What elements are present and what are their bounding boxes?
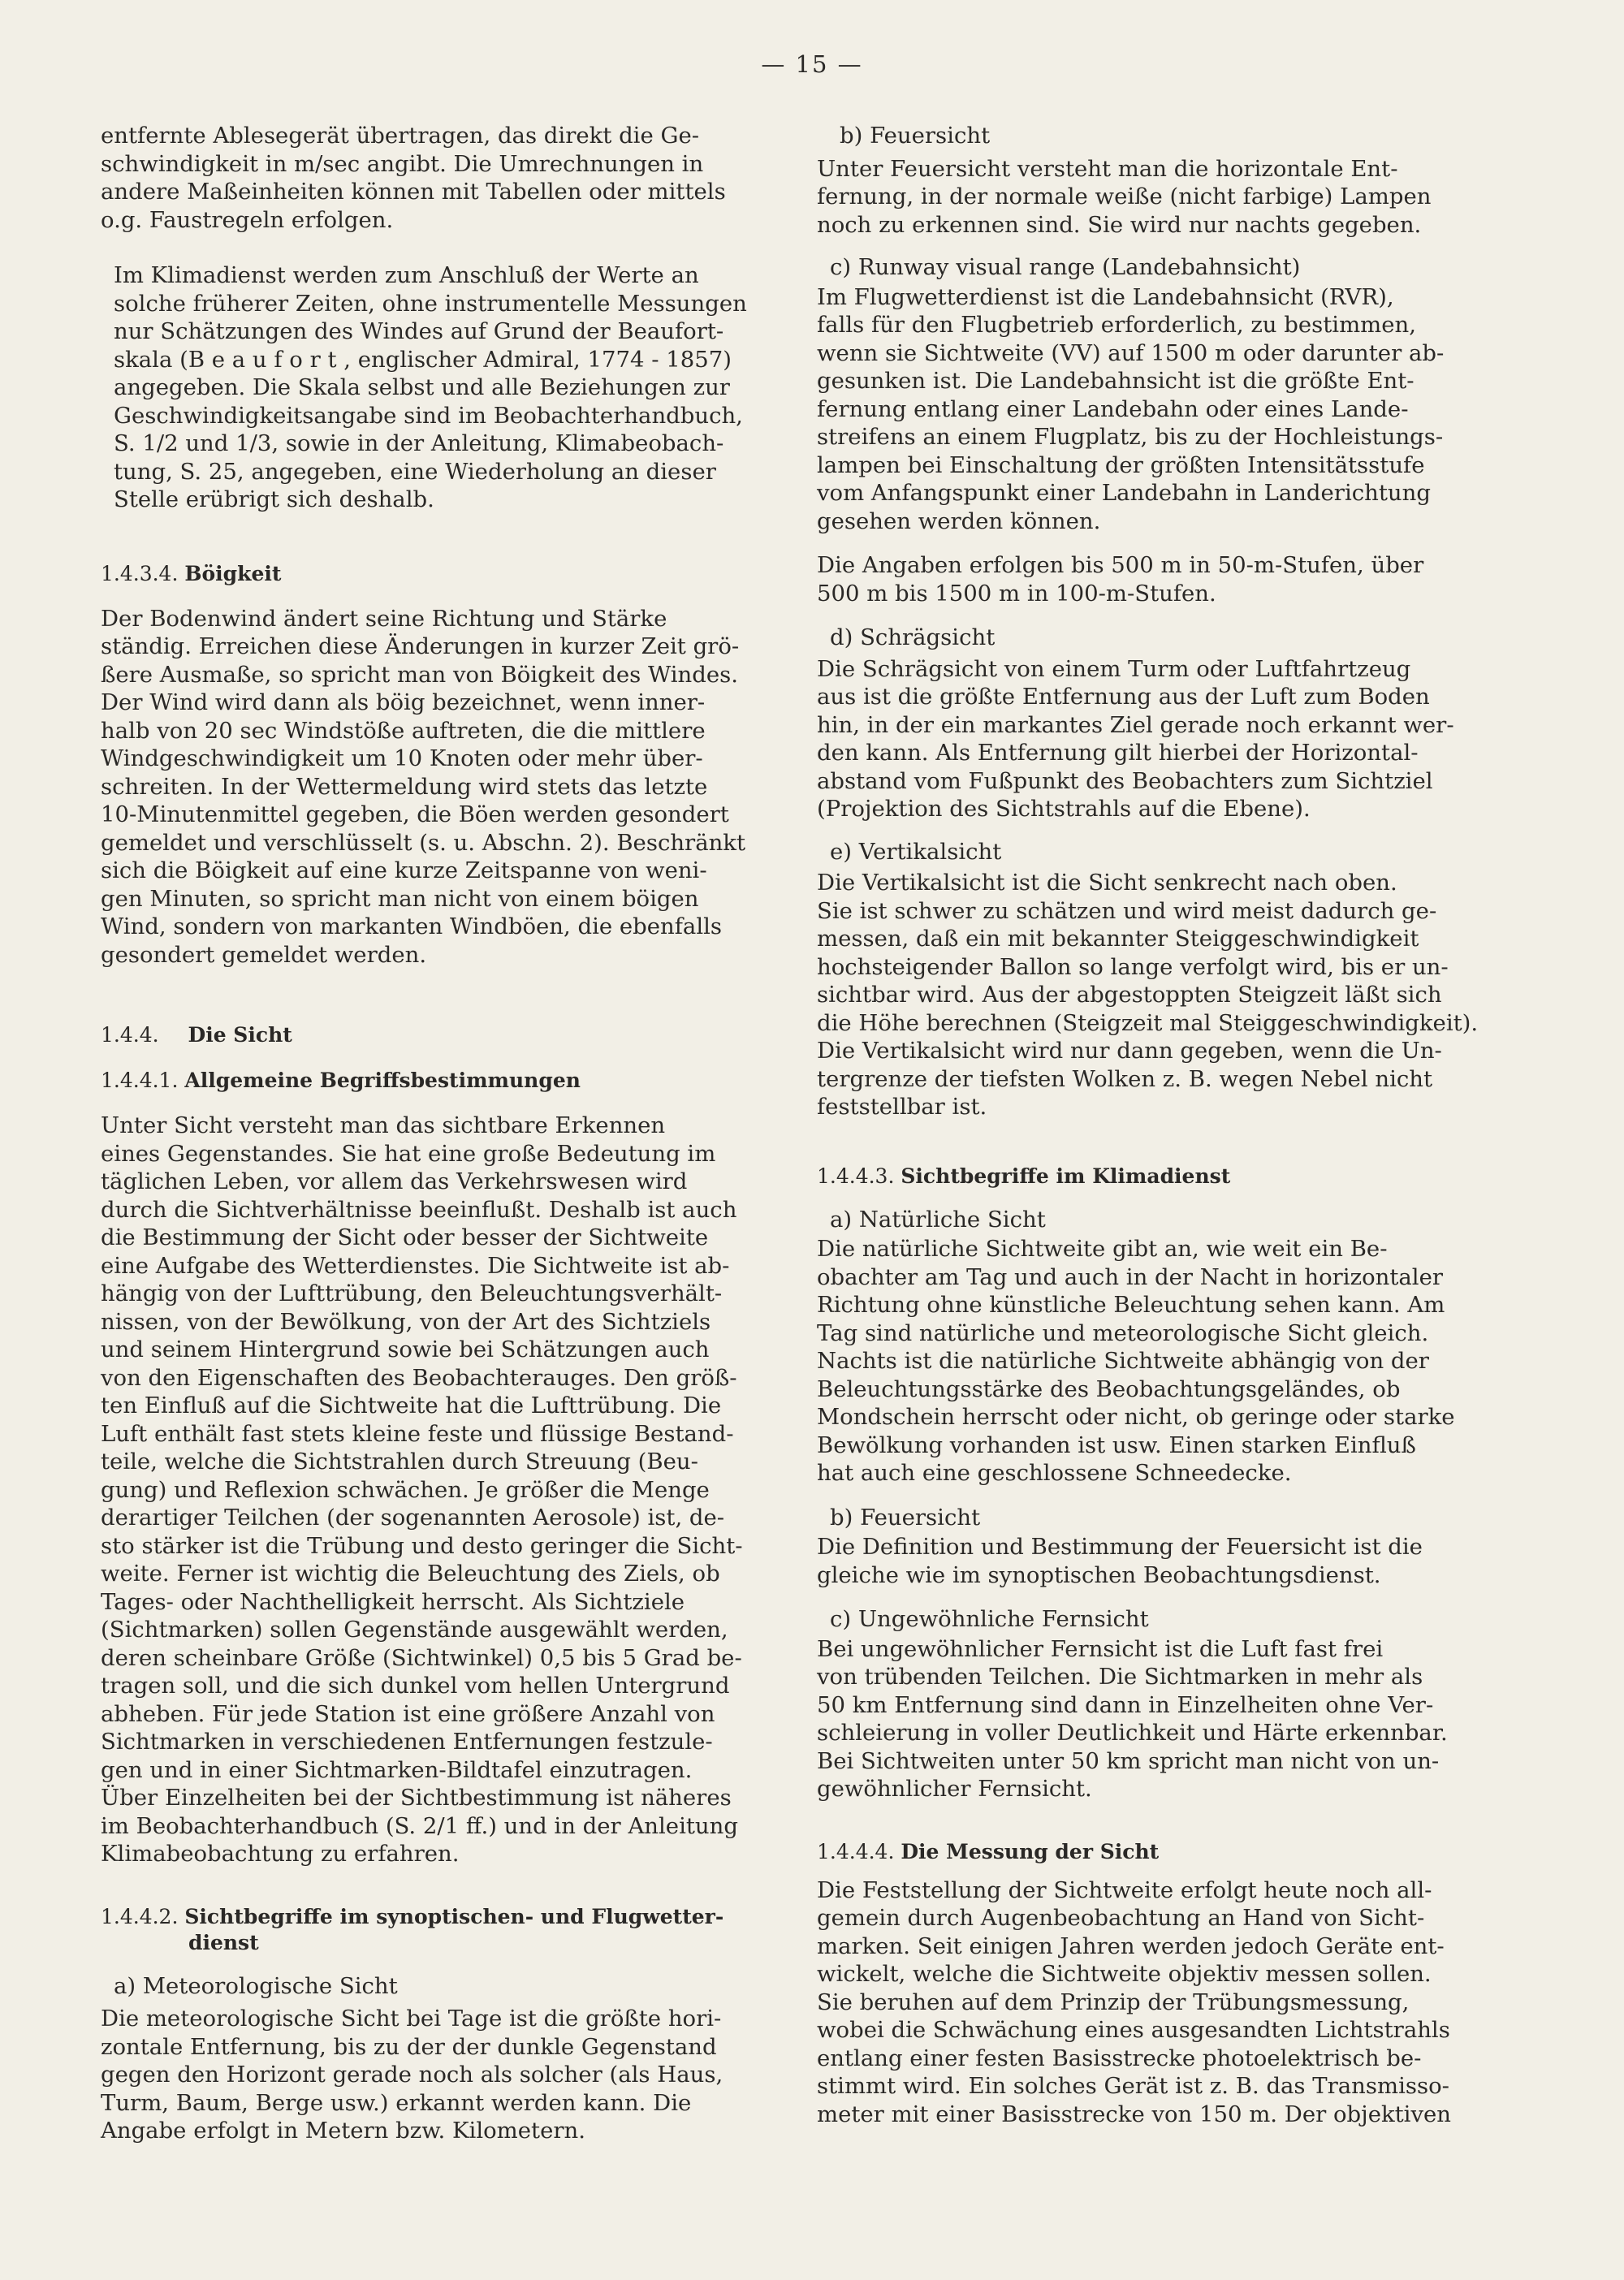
paragraph: Unter Feuersicht versteht man die horizontale Ent- fernung, in der normale weiße (nicht farbige) Lampen noch zu erkennen sind. Sie wird nur nachts gegeben.: [817, 155, 1432, 238]
subheading: a) Meteorologische Sicht: [114, 1972, 398, 1999]
paragraph: entfernte Ablesegerät übertragen, das direkt die Ge- schwindigkeit in m/sec angibt. Die Umrechnungen in andere Maßeinheiten können mit Tabellen oder mittels o.g. Faustregeln erfolgen.: [101, 123, 726, 233]
paragraph: Der Bodenwind ändert seine Richtung und Stärke ständig. Erreichen diese Änderungen in kurzer Zeit grö- ßere Ausmaße, so spricht man von Böigkeit des Windes. Der Wind wird dann als böig bezeichnet, wenn inner- halb von 20 sec Windstöße auftreten, die die mittlere Windgeschwindigkeit um 10 Knoten oder mehr über- schreiten. In der Wettermeldung wird stets das letzte 10-Minutenmittel gegeben, die Böen werden gesondert gemeldet und verschlüsselt (s. u. Abschn. 2). Beschränkt sich die Böigkeit auf eine kurze Zeitspanne von weni- gen Minuten, so spricht man nicht von einem böigen Wind, sondern von markanten Windböen, die ebenfalls gesondert gemeldet werden.: [101, 605, 746, 968]
paragraph: Die Feststellung der Sichtweite erfolgt heute noch all- gemein durch Augenbeobachtung an Hand von Sicht- marken. Seit einigen Jahren werden jedoch Geräte ent- wickelt, welche die Sichtweite objektiv messen sollen. Sie beruhen auf dem Prinzip der Trübungsmessung, wobei die Schwächung eines ausgesandten Lichtstrahls entlang einer festen Basisstrecke photoelektrisch be- stimmt wird. Ein solches Gerät ist z. B. das Transmisso- meter mit einer Basisstrecke von 150 m. Der objektiven: [817, 1876, 1451, 2127]
page-number: — 15 —: [761, 50, 863, 78]
paragraph: Im Klimadienst werden zum Anschluß der Werte an solche früherer Zeiten, ohne instrumentelle Messungen nur Schätzungen des Windes auf Grund der Beaufort- skala (B e a u f o r t , englischer Admiral, 1774 - 1857) angegeben. Die Skala selbst und alle Beziehungen zur Geschwindigkeitsangabe sind im Beobachterhandbuch, S. 1/2 und 1/3, sowie in der Anleitung, Klimabeobach- tung, S. 25, angegeben, eine Wiederholung an dieser Stelle erübrigt sich deshalb.: [114, 262, 747, 512]
section-number: 1.4.4.3.: [817, 1164, 895, 1188]
paragraph: Bei ungewöhnlicher Fernsicht ist die Luft fast frei von trübenden Teilchen. Die Sichtmarken in mehr als 50 km Entfernung sind dann in Einzelheiten ohne Ver- schleierung in voller Deutlichkeit und Härte erkennbar. Bei Sichtweiten unter 50 km spricht man nicht von un- gewöhnlicher Fernsicht.: [817, 1635, 1448, 1802]
section-number: 1.4.4.4.: [817, 1839, 895, 1863]
section-title-continued: dienst: [188, 1930, 259, 1954]
section-heading: [817, 1164, 1494, 1190]
paragraph: Die Schrägsicht von einem Turm oder Luftfahrtzeug aus ist die größte Entfernung aus der Luft zum Boden hin, in der ein markantes Ziel gerade noch erkannt wer- den kann. Als Entfernung gilt hierbei der Horizontal- abstand vom Fußpunkt des Beobachters zum Sichtziel (Projektion des Sichtstrahls auf die Ebene).: [817, 655, 1454, 822]
section-number: 1.4.3.4.: [101, 561, 179, 585]
section-number: 1.4.4.1.: [101, 1069, 179, 1092]
section-heading: [101, 1022, 778, 1048]
subheading: e) Vertikalsicht: [830, 838, 1002, 865]
section-number: 1.4.4.2.: [101, 1904, 179, 1928]
section-heading: [101, 561, 778, 587]
paragraph: Die natürliche Sichtweite gibt an, wie weit ein Be- obachter am Tag und auch in der Nacht in horizontaler Richtung ohne künstliche Beleuchtung sehen kann. Am Tag sind natürliche und meteorologische Sicht gleich. Nachts ist die natürliche Sichtweite abhängig von der Beleuchtungsstärke des Beobachtungsgeländes, ob Mondschein herrscht oder nicht, ob geringe oder starke Bewölkung vorhanden ist usw. Einen starken Einfluß hat auch eine geschlossene Schneedecke.: [817, 1236, 1455, 1486]
subheading: d) Schrägsicht: [830, 624, 996, 650]
section-heading: [101, 1904, 778, 1956]
right-column: [817, 122, 1494, 2128]
subheading: b) Feuersicht: [830, 1504, 981, 1531]
subheading: c) Runway visual range (Landebahnsicht): [830, 254, 1301, 280]
subheading: c) Ungewöhnliche Fernsicht: [830, 1606, 1149, 1632]
section-number: 1.4.4.: [101, 1023, 159, 1047]
paragraph: Im Flugwetterdienst ist die Landebahnsicht (RVR), falls für den Flugbetrieb erforderlich, zu bestimmen, wenn sie Sichtweite (VV) auf 1500 m oder darunter ab- gesunken ist. Die Landebahnsicht ist die größte Ent- fernung entlang einer Landebahn oder eines Lande- streifens an einem Flugplatz, bis zu der Hochleistungs- lampen bei Einschaltung der größten Intensitätsstufe vom Anfangspunkt einer Landebahn in Landerichtung gesehen werden können.: [817, 283, 1445, 534]
section-heading: [101, 1068, 778, 1094]
section-title: Die Messung der Sicht: [901, 1839, 1160, 1863]
paragraph: Die Vertikalsicht ist die Sicht senkrecht nach oben. Sie ist schwer zu schätzen und wird meist dadurch ge- messen, daß ein mit bekannter Steiggeschwindigkeit hochsteigender Ballon so lange verfolgt wird, bis er un- sichtbar wird. Aus der abgestoppten Steigzeit läßt sich die Höhe berechnen (Steigzeit mal Steiggeschwindigkeit). Die Vertikalsicht wird nur dann gegeben, wenn die Un- tergrenze der tiefsten Wolken z. B. wegen Nebel nicht feststellbar ist.: [817, 870, 1479, 1120]
subheading: b) Feuersicht: [840, 123, 991, 149]
section-title: Böigkeit: [184, 561, 282, 585]
subheading: a) Natürliche Sicht: [830, 1206, 1046, 1233]
paragraph: Die Angaben erfolgen bis 500 m in 50-m-Stufen, über 500 m bis 1500 m in 100-m-Stufen.: [817, 552, 1424, 607]
section-heading: [817, 1839, 1494, 1865]
section-title: Sichtbegriffe im Klimadienst: [901, 1164, 1231, 1188]
section-title: Allgemeine Begriffsbestimmungen: [184, 1069, 581, 1092]
section-title: Die Sicht: [188, 1023, 292, 1047]
paragraph: Die Definition und Bestimmung der Feuersicht ist die gleiche wie im synoptischen Beobachtungsdienst.: [817, 1534, 1423, 1588]
paragraph: Die meteorologische Sicht bei Tage ist die größte hori- zontale Entfernung, bis zu der der dunkle Gegenstand gegen den Horizont gerade noch als solcher (als Haus, Turm, Baum, Berge usw.) erkannt werden kann. Die Angabe erfolgt in Metern bzw. Kilometern.: [101, 2006, 723, 2144]
left-column: [101, 122, 778, 2145]
paragraph: Unter Sicht versteht man das sichtbare Erkennen eines Gegenstandes. Sie hat eine große Bedeutung im täglichen Leben, vor allem das Verkehrswesen wird durch die Sichtverhältnisse beeinflußt. Deshalb ist auch die Bestimmung der Sicht oder besser der Sichtweite eine Aufgabe des Wetterdienstes. Die Sichtweite ist ab- hängig von der Lufttrübung, den Beleuchtungsverhält- nissen, von der Bewölkung, von der Art des Sichtziels und seinem Hintergrund sowie bei Schätzungen auch von den Eigenschaften des Beobachterauges. Den größ- ten Einfluß auf die Sichtweite hat die Lufttrübung. Die Luft enthält fast stets kleine feste und flüssige Bestand- teile, welche die Sichtstrahlen durch Streuung (Beu- gung) und Reflexion schwächen. Je größer die Menge derartiger Teilchen (der sogenannten Aerosole) ist, de- sto stärker ist die Trübung und desto geringer die Sicht- weite. Ferner ist wichtig die Beleuchtung des Ziels, ob Tages- oder Nachthelligkeit herrscht. Als Sichtziele (Sichtmarken) sollen Gegenstände ausgewählt werden, deren scheinbare Größe (Sichtwinkel) 0,5 bis 5 Grad be- tragen soll, und die sich dunkel vom hellen Untergrund abheben. Für jede Station ist eine größere Anzahl von Sichtmarken in verschiedenen Entfernungen festzule- gen und in einer Sichtmarken-Bildtafel einzutragen. Über Einzelheiten bei der Sichtbestimmung ist näheres im Beobachterhandbuch (S. 2/1 ff.) und in der Anleitung Klimabeobachtung zu erfahren.: [101, 1112, 743, 1867]
section-title: Sichtbegriffe im synoptischen- und Flugwetter-: [184, 1904, 724, 1928]
